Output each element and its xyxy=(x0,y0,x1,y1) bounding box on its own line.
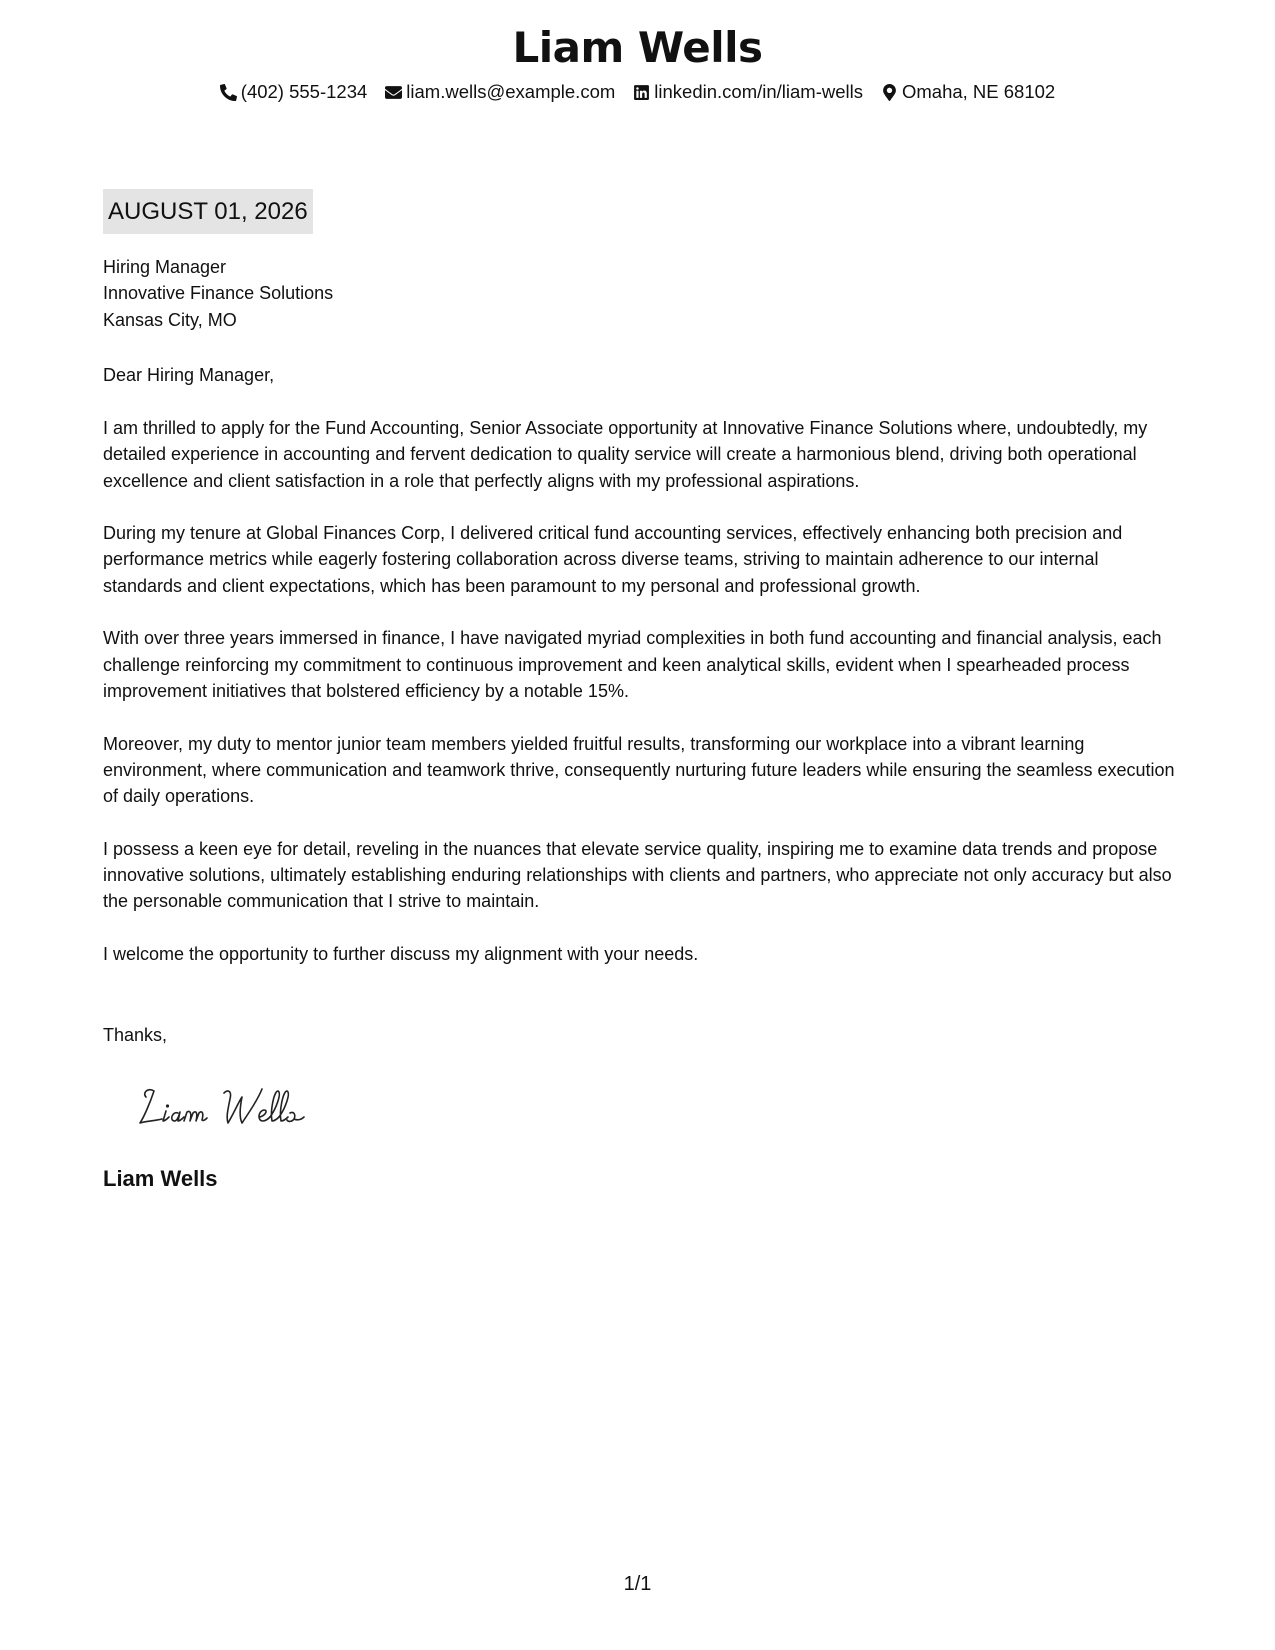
letter-body xyxy=(103,415,1178,994)
contact-bar xyxy=(0,80,1275,104)
signed-name: Liam Wells xyxy=(103,1166,218,1191)
phone-text: (402) 555-1234 xyxy=(240,81,368,102)
salutation: Dear Hiring Manager, xyxy=(103,365,275,385)
recipient-block xyxy=(103,254,1178,333)
recipient-title: Hiring Manager xyxy=(103,257,227,277)
signature-image xyxy=(132,1075,332,1135)
phone-icon xyxy=(220,84,237,101)
letter-date: AUGUST 01, 2026 xyxy=(103,189,313,234)
body-paragraph: I am thrilled to apply for the Fund Accounting, Senior Associate opportunity at Innovative Finance Solutions where, undoubtedly, my detailed experience in accounting and fervent dedication to quality service will create a harmonious blend, driving both operational excellence and client satisfaction in a role that perfectly aligns with my professional aspirations. xyxy=(103,418,1148,491)
contact-phone xyxy=(220,80,368,104)
body-paragraph: With over three years immersed in finance, I have navigated myriad complexities in both fund accounting and financial analysis, each challenge reinforcing my commitment to continuous improvement and keen analytical skills, evident when I spearheaded process improvement initiatives that bolstered efficiency by a notable 15%. xyxy=(103,628,1162,701)
contact-email xyxy=(385,80,615,104)
body-paragraph: I welcome the opportunity to further discuss my alignment with your needs. xyxy=(103,943,699,964)
linkedin-text: linkedin.com/in/liam-wells xyxy=(654,81,863,102)
contact-location xyxy=(881,80,1055,104)
envelope-icon xyxy=(385,84,402,101)
linkedin-icon xyxy=(633,84,650,101)
location-text: Omaha, NE 68102 xyxy=(901,81,1056,102)
map-marker-icon xyxy=(881,84,898,101)
email-text: liam.wells@example.com xyxy=(406,81,616,102)
page-number: 1/1 xyxy=(623,1573,652,1595)
applicant-name: Liam Wells xyxy=(512,23,763,72)
contact-linkedin xyxy=(633,80,863,104)
body-paragraph: Moreover, my duty to mentor junior team members yielded fruitful results, transforming our workplace into a vibrant learning environment, where communication and teamwork thrive, consequently nurturing future leaders while ensuring the seamless execution of daily operations. xyxy=(103,733,1175,807)
closing: Thanks, xyxy=(103,1025,168,1045)
recipient-location: Kansas City, MO xyxy=(103,309,237,330)
body-paragraph: During my tenure at Global Finances Corp, I delivered critical fund accounting services, effectively enhancing both precision and performance metrics while eagerly fostering collaboration across diverse teams, striving to maintain adherence to our internal standards and client expectations, which has been paramount to my personal and professional growth. xyxy=(103,523,1123,596)
recipient-company: Innovative Finance Solutions xyxy=(103,283,334,304)
body-paragraph: I possess a keen eye for detail, reveling in the nuances that elevate service quality, inspiring me to examine data trends and propose innovative solutions, ultimately establishing enduring relationships with clients and partners, who appreciate not only accuracy but also the personable communication that I strive to maintain. xyxy=(103,838,1172,912)
